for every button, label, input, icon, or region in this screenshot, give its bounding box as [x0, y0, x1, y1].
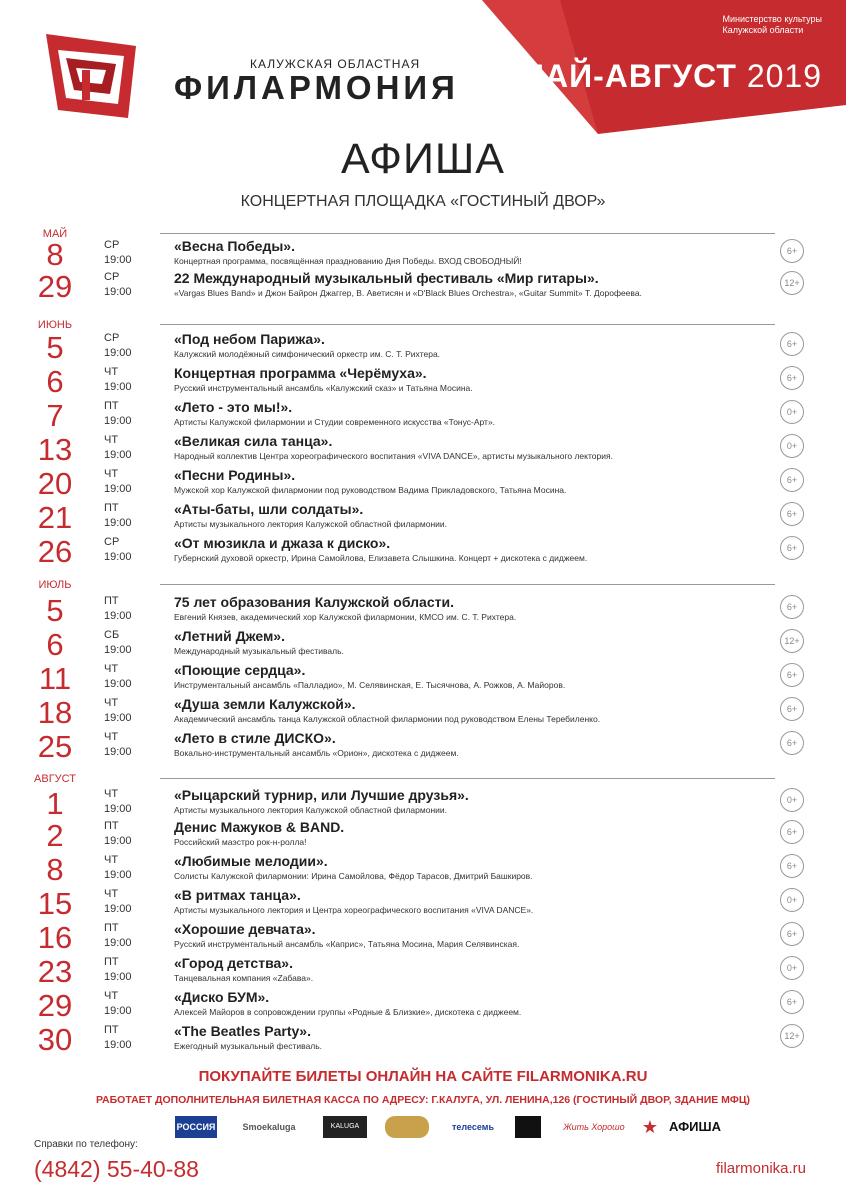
event-day: 2: [46, 818, 64, 853]
event-weekday: ЧТ: [104, 468, 119, 480]
event-time: 19:00: [104, 286, 132, 298]
event-title[interactable]: «Лето - это мы!».: [174, 399, 293, 415]
event-title[interactable]: «Под небом Парижа».: [174, 331, 325, 347]
event-description: Российский маэстро рок-н-ролла!: [174, 837, 307, 847]
event-description: Инструментальный ансамбль «Палладио», М. Селявинская, Е. Тысячнова, А. Рожков, А. Майоров.: [174, 680, 566, 690]
event-title[interactable]: «Рыцарский турнир, или Лучшие друзья».: [174, 787, 469, 803]
event-title[interactable]: Концертная программа «Черёмуха».: [174, 365, 427, 381]
event-weekday: ЧТ: [104, 788, 119, 800]
philharmonic-logo-icon: [36, 24, 146, 134]
event-time: 19:00: [104, 971, 132, 983]
age-rating-badge: 6+: [780, 536, 804, 560]
event-weekday: ПТ: [104, 502, 119, 514]
event-time: 19:00: [104, 381, 132, 393]
age-rating-badge: 12+: [780, 1024, 804, 1048]
event-weekday: ЧТ: [104, 663, 119, 675]
event-weekday: ПТ: [104, 400, 119, 412]
event-description: Русский инструментальный ансамбль «Каприс», Татьяна Мосина, Мария Селявинская.: [174, 939, 520, 949]
event-time: 19:00: [104, 903, 132, 915]
event-weekday: СР: [104, 536, 120, 548]
season-months: МАЙ-АВГУСТ: [517, 58, 737, 94]
partner-logo-telesem: телесемь: [452, 1122, 494, 1132]
event-day: 30: [37, 1022, 73, 1057]
event-description: Артисты музыкального лектория Калужской областной филармонии.: [174, 519, 447, 529]
phone-number: (4842) 55-40-88: [34, 1156, 199, 1182]
event-description: Вокально-инструментальный ансамбль «Орион», дискотека с диджеем.: [174, 748, 459, 758]
event-title[interactable]: «Диско БУМ».: [174, 989, 270, 1005]
event-weekday: ЧТ: [104, 731, 119, 743]
event-weekday: ЧТ: [104, 434, 119, 446]
event-title[interactable]: «Город детства».: [174, 955, 293, 971]
month-label: ИЮНЬ: [37, 319, 73, 331]
age-rating-badge: 12+: [780, 271, 804, 295]
event-day: 13: [37, 432, 73, 467]
website-link[interactable]: filarmonika.ru: [715, 1160, 806, 1177]
ministry-line-1: Министерство культуры: [722, 14, 822, 24]
event-description: Калужский молодёжный симфонический оркестр им. С. Т. Рихтера.: [174, 349, 441, 359]
buy-online-banner: ПОКУПАЙТЕ БИЛЕТЫ ОНЛАЙН НА САЙТЕ FILARMONIKA.RU: [198, 1068, 648, 1085]
org-name: ФИЛАРМОНИЯ: [174, 69, 459, 106]
divider: [160, 584, 775, 585]
age-rating-badge: 6+: [780, 332, 804, 356]
phone-label: Справки по телефону:: [34, 1139, 138, 1150]
partner-logo-kaluga-posr: KALUGA POSR: [323, 1116, 367, 1138]
partner-logo-afisha: АФИША: [669, 1119, 721, 1134]
event-day: 20: [37, 466, 73, 501]
event-time: 19:00: [104, 347, 132, 359]
event-description: Мужской хор Калужской филармонии под руководством Вадима Прикладовского, Татьяна Мосина.: [174, 485, 567, 495]
event-weekday: ЧТ: [104, 854, 119, 866]
venue-subtitle: КОНЦЕРТНАЯ ПЛОЩАДКА «ГОСТИНЫЙ ДВОР»: [240, 193, 606, 210]
event-title[interactable]: «Весна Победы».: [174, 238, 295, 254]
age-rating-badge: 6+: [780, 990, 804, 1014]
age-rating-badge: 6+: [780, 468, 804, 492]
event-time: 19:00: [104, 803, 132, 815]
event-day: 5: [46, 593, 64, 628]
event-description: Русский инструментальный ансамбль «Калужский сказ» и Татьяна Мосина.: [174, 383, 473, 393]
event-description: Артисты Калужской филармонии и Студии современного искусства «Тонус-Арт».: [174, 417, 496, 427]
event-description: Алексей Майоров в сопровождении группы «Родные & Близкие», дискотека с диджеем.: [174, 1007, 522, 1017]
event-time: 19:00: [104, 1039, 132, 1051]
event-time: 19:00: [104, 449, 132, 461]
event-description: Народный коллектив Центра хореографического воспитания «VIVA DANCE», артисты музыкального лектория.: [174, 451, 613, 461]
event-description: Ежегодный музыкальный фестиваль.: [174, 1041, 323, 1051]
org-subtitle: КАЛУЖСКАЯ ОБЛАСТНАЯ: [250, 57, 421, 71]
event-time: 19:00: [104, 644, 132, 656]
age-rating-badge: 6+: [780, 922, 804, 946]
season-year: 2019: [746, 58, 822, 94]
event-title[interactable]: «В ритмах танца».: [174, 887, 301, 903]
event-day: 1: [46, 786, 64, 821]
age-rating-badge: 6+: [780, 731, 804, 755]
event-title[interactable]: «Летний Джем».: [174, 628, 285, 644]
event-time: 19:00: [104, 835, 132, 847]
event-day: 21: [37, 500, 73, 535]
age-rating-badge: 6+: [780, 502, 804, 526]
event-description: Солисты Калужской филармонии: Ирина Самойлова, Фёдор Тарасов, Дмитрий Башкиров.: [174, 871, 533, 881]
event-title[interactable]: 22 Международный музыкальный фестиваль «Мир гитары».: [174, 270, 599, 286]
event-weekday: ПТ: [104, 820, 119, 832]
event-weekday: ЧТ: [104, 697, 119, 709]
event-day: 29: [37, 269, 73, 304]
event-title[interactable]: «Поющие сердца».: [174, 662, 306, 678]
event-time: 19:00: [104, 610, 132, 622]
event-day: 7: [46, 398, 64, 433]
event-title[interactable]: «Песни Родины».: [174, 467, 296, 483]
event-description: «Vargas Blues Band» и Джон Байрон Джаггер, В. Аветисян и «D'Black Blues Orchestra», «Guitar Summit» Т. Дорофеева.: [174, 288, 642, 298]
star-icon: ★: [641, 1117, 659, 1137]
event-weekday: ПТ: [104, 922, 119, 934]
age-rating-badge: 0+: [780, 956, 804, 980]
age-rating-badge: 6+: [780, 820, 804, 844]
age-rating-badge: 6+: [780, 854, 804, 878]
season-period: [517, 58, 822, 95]
event-weekday: ЧТ: [104, 366, 119, 378]
partner-logos: [175, 1112, 735, 1152]
event-description: Академический ансамбль танца Калужской областной филармонии под руководством Елены Теребиленко.: [174, 714, 601, 724]
event-day: 15: [37, 886, 73, 921]
event-time: 19:00: [104, 678, 132, 690]
event-day: 18: [37, 695, 73, 730]
event-time: 19:00: [104, 415, 132, 427]
event-time: 19:00: [104, 869, 132, 881]
box-office-note: РАБОТАЕТ ДОПОЛНИТЕЛЬНАЯ БИЛЕТНАЯ КАССА ПО АДРЕСУ: Г.КАЛУГА, УЛ. ЛЕНИНА,126 (ГОСТИНЫЙ ДВОР, ЗДАНИЕ МФЦ): [95, 1094, 751, 1106]
month-label: АВГУСТ: [34, 773, 76, 785]
event-weekday: ПТ: [104, 595, 119, 607]
ministry-line-2: Калужской области: [722, 25, 804, 35]
event-description: Артисты музыкального лектория и Центра хореографического воспитания «VIVA DANCE».: [174, 905, 534, 915]
event-weekday: ПТ: [104, 1024, 119, 1036]
event-day: 23: [37, 954, 73, 989]
event-title[interactable]: «Великая сила танца».: [174, 433, 333, 449]
event-description: Артисты музыкального лектория Калужской областной филармонии.: [174, 805, 447, 815]
divider: [160, 324, 775, 325]
partner-logo-emblem: [385, 1116, 429, 1138]
age-rating-badge: 6+: [780, 595, 804, 619]
event-title[interactable]: «Любимые мелодии».: [174, 853, 328, 869]
event-description: Международный музыкальный фестиваль.: [174, 646, 344, 656]
age-rating-badge: 6+: [780, 239, 804, 263]
divider: [160, 233, 775, 234]
event-time: 19:00: [104, 746, 132, 758]
age-rating-badge: 6+: [780, 697, 804, 721]
page-title: АФИША: [341, 135, 505, 183]
event-day: 6: [46, 364, 64, 399]
event-description: Губернский духовой оркестр, Ирина Самойлова, Елизавета Слышкина. Концерт + дискотека с диджеем.: [174, 553, 588, 563]
event-time: 19:00: [104, 254, 132, 266]
event-day: 16: [37, 920, 73, 955]
event-description: Концертная программа, посвящённая празднованию Дня Победы. ВХОД СВОБОДНЫЙ!: [174, 256, 522, 266]
event-title[interactable]: «Аты-баты, шли солдаты».: [174, 501, 364, 517]
event-title[interactable]: «Лето в стиле ДИСКО».: [174, 730, 336, 746]
event-day: 8: [46, 237, 64, 272]
age-rating-badge: 0+: [780, 788, 804, 812]
partner-logo-smoekaluga: Smoekaluga: [242, 1122, 296, 1132]
event-description: Евгений Князев, академический хор Калужской филармонии, КМСО им. С. Т. Рихтера.: [174, 612, 517, 622]
event-weekday: ЧТ: [104, 888, 119, 900]
event-time: 19:00: [104, 551, 132, 563]
partner-logo-zhit-horosho: Жить Хорошо: [563, 1122, 625, 1132]
event-time: 19:00: [104, 483, 132, 495]
event-time: 19:00: [104, 1005, 132, 1017]
age-rating-badge: 12+: [780, 629, 804, 653]
event-day: 8: [46, 852, 64, 887]
event-weekday: СР: [104, 332, 120, 344]
event-day: 11: [38, 661, 72, 696]
event-time: 19:00: [104, 937, 132, 949]
event-weekday: СР: [104, 271, 120, 283]
event-weekday: ПТ: [104, 956, 119, 968]
event-day: 29: [37, 988, 73, 1023]
event-title[interactable]: 75 лет образования Калужской области.: [174, 594, 454, 610]
event-day: 5: [46, 330, 64, 365]
event-title[interactable]: «Хорошие девчата».: [174, 921, 316, 937]
age-rating-badge: 6+: [780, 663, 804, 687]
event-title[interactable]: «The Beatles Party».: [174, 1023, 311, 1039]
event-day: 26: [37, 534, 73, 569]
event-title[interactable]: Денис Мажуков & BAND.: [174, 819, 345, 835]
event-description: Танцевальная компания «Zабава».: [174, 973, 314, 983]
age-rating-badge: 6+: [780, 366, 804, 390]
age-rating-badge: 0+: [780, 888, 804, 912]
event-weekday: СБ: [104, 629, 120, 641]
divider: [160, 778, 775, 779]
age-rating-badge: 0+: [780, 400, 804, 424]
event-title[interactable]: «Душа земли Калужской».: [174, 696, 356, 712]
partner-logo-russia: РОССИЯ: [175, 1116, 217, 1138]
partner-logo-gallery: [515, 1116, 541, 1138]
event-day: 6: [46, 627, 64, 662]
ministry-label: [722, 14, 822, 36]
event-title[interactable]: «От мюзикла и джаза к диско».: [174, 535, 391, 551]
age-rating-badge: 0+: [780, 434, 804, 458]
event-weekday: ЧТ: [104, 990, 119, 1002]
month-label: ИЮЛЬ: [38, 579, 72, 591]
event-weekday: СР: [104, 239, 120, 251]
event-day: 25: [37, 729, 73, 764]
event-time: 19:00: [104, 712, 132, 724]
event-time: 19:00: [104, 517, 132, 529]
month-label: МАЙ: [42, 228, 68, 240]
